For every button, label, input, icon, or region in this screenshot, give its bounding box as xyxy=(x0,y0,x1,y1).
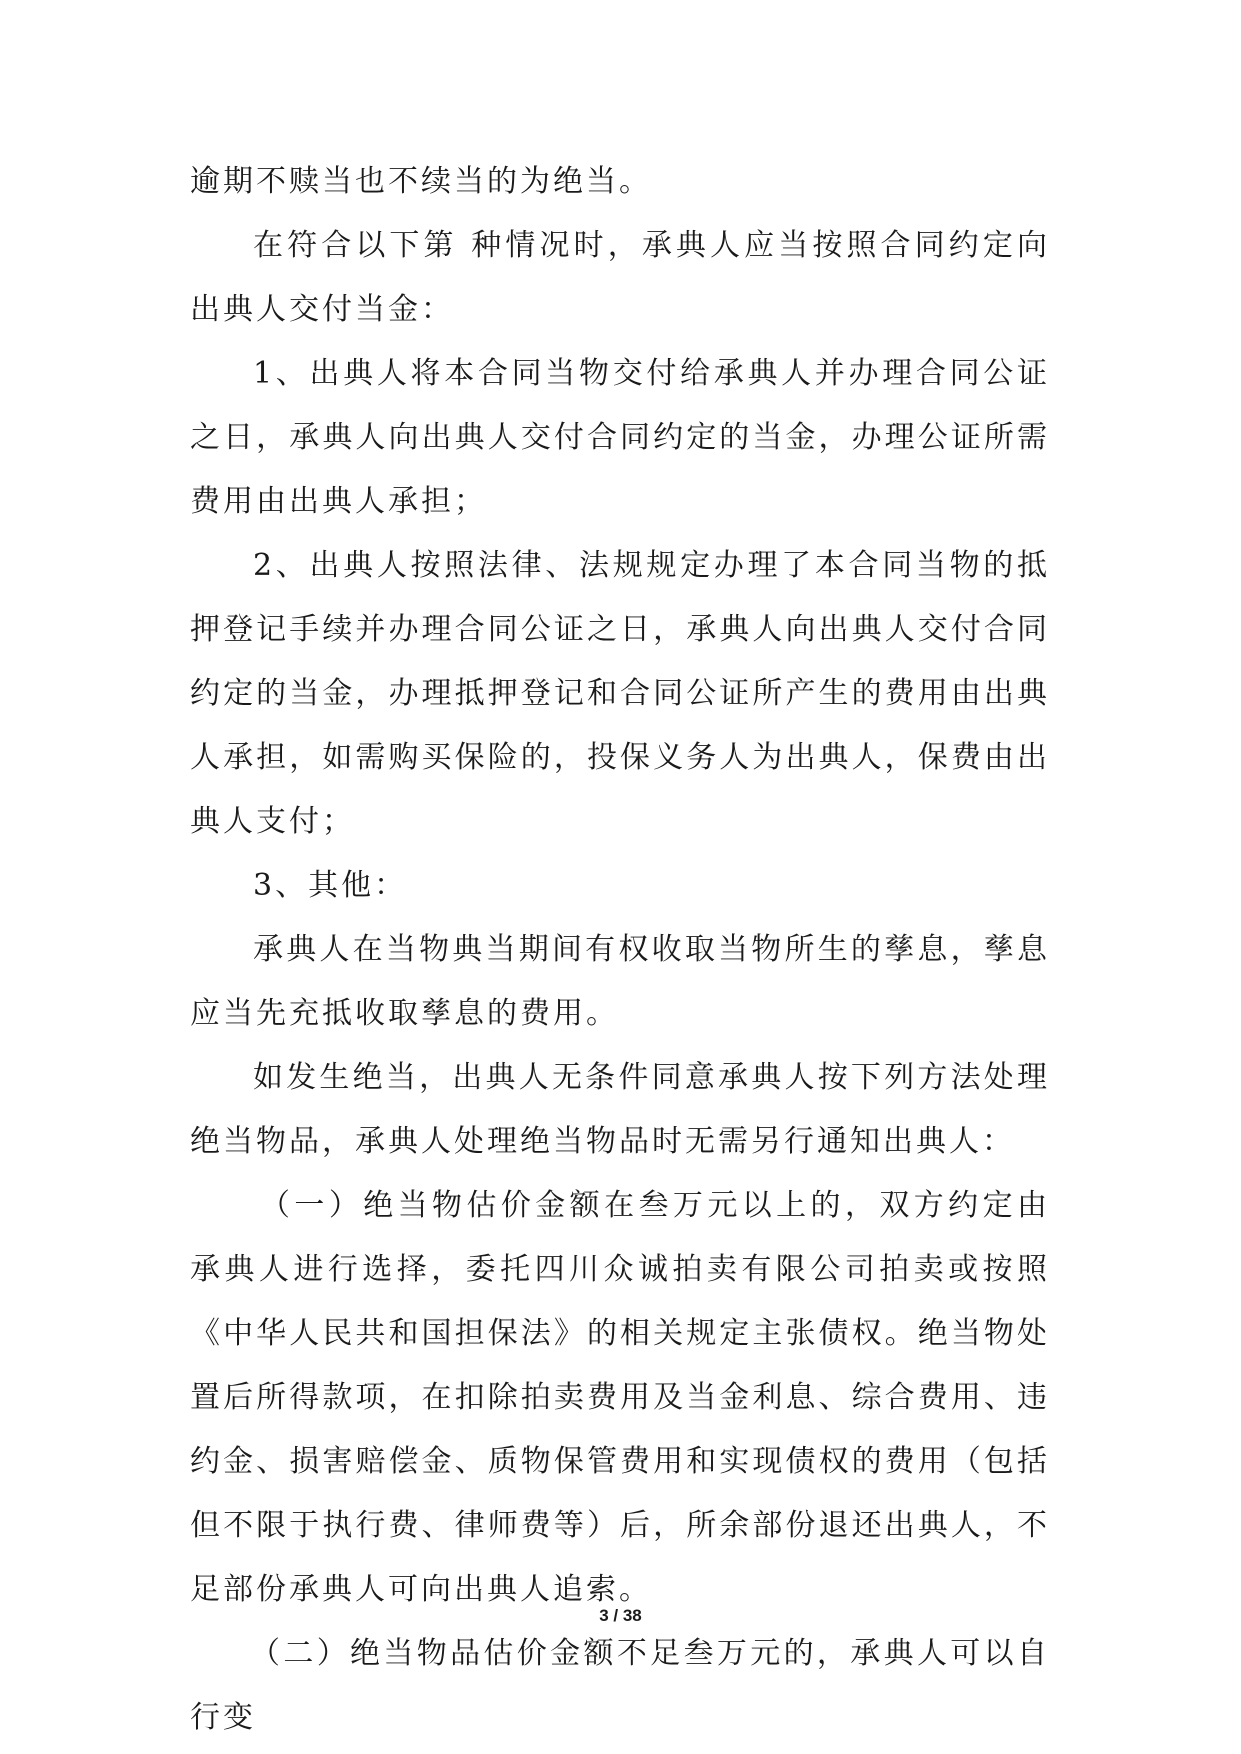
paragraph-fruits: 承典人在当物典当期间有权收取当物所生的孳息，孳息应当先充抵收取孳息的费用。 xyxy=(190,932,1050,1031)
paragraph-clause-two: （二）绝当物品估价金额不足叁万元的，承典人可以自行变 xyxy=(190,1636,1050,1735)
paragraph-delivery-conditions: 在符合以下第 种情况时，承典人应当按照合同约定向出典人交付当金： xyxy=(190,228,1050,327)
page-number: 3 / 38 xyxy=(599,1606,642,1625)
paragraph-clause-one: （一）绝当物估价金额在叁万元以上的，双方约定由承典人进行选择，委托四川众诚拍卖有限公司拍卖或按照《中华人民共和国担保法》的相关规定主张债权。绝当物处置后所得款项，在扣除拍卖费用及当金利息、综合费用、违约金、损害赔偿金、质物保管费用和实现债权的费用（包括但不限于执行费、律师费等）后，所余部份退还出典人，不足部份承典人可向出典人追索。 xyxy=(190,1188,1050,1607)
document-body xyxy=(190,150,1050,1750)
paragraph-condition-3: 3、其他： xyxy=(253,868,408,903)
paragraph-forfeit-handling: 如发生绝当，出典人无条件同意承典人按下列方法处理绝当物品，承典人处理绝当物品时无需另行通知出典人： xyxy=(190,1060,1050,1159)
paragraph-condition-1: 1、出典人将本合同当物交付给承典人并办理合同公证之日，承典人向出典人交付合同约定的当金，办理公证所需费用由出典人承担； xyxy=(190,356,1050,519)
paragraph-forfeit-definition: 逾期不赎当也不续当的为绝当。 xyxy=(190,164,652,199)
paragraph-condition-2: 2、出典人按照法律、法规规定办理了本合同当物的抵押登记手续并办理合同公证之日，承典人向出典人交付合同约定的当金，办理抵押登记和合同公证所产生的费用由出典人承担，如需购买保险的，投保义务人为出典人，保费由出典人支付； xyxy=(190,548,1050,839)
